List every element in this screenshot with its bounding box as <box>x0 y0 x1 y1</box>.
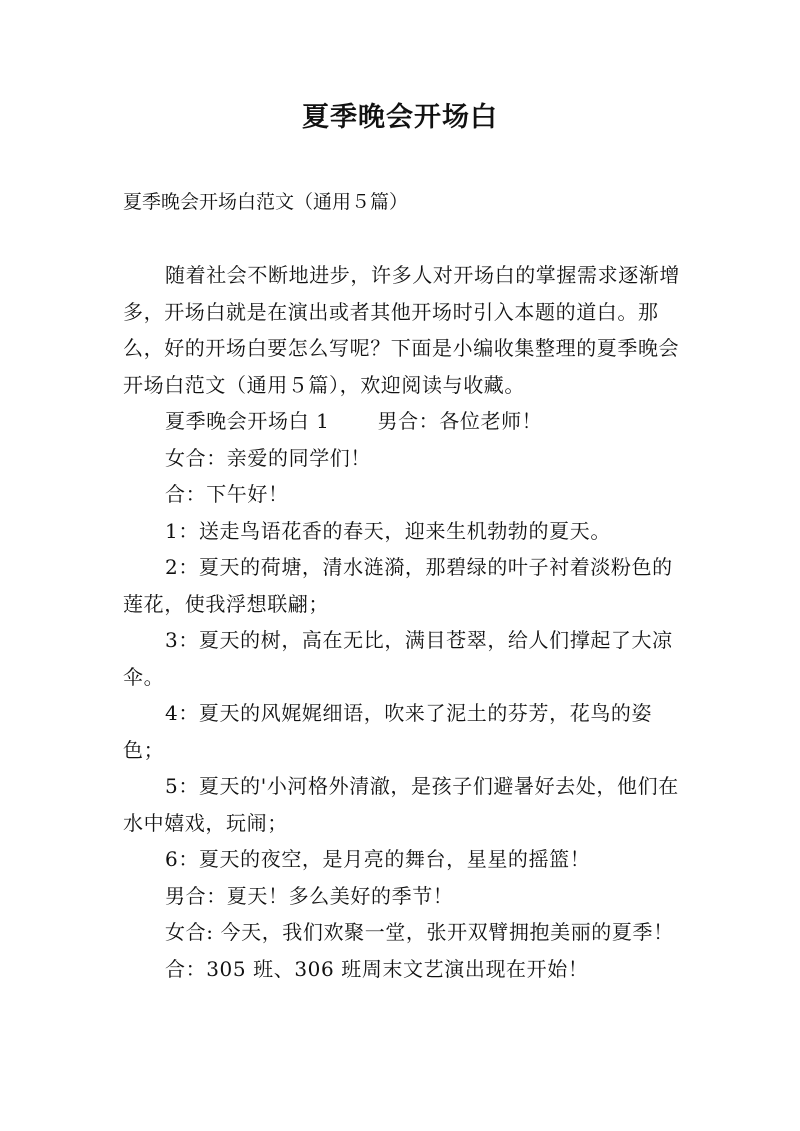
paragraph: 2：夏天的荷塘，清水涟漪，那碧绿的叶子衬着淡粉色的莲花，使我浮想联翩； <box>123 555 673 616</box>
paragraph: 5：夏天的'小河格外清澈，是孩子们避暑好去处，他们在水中嬉戏，玩闹； <box>123 774 679 835</box>
document-title: 夏季晚会开场白 <box>302 102 498 133</box>
document-body <box>123 257 683 987</box>
paragraph: 女合：亲爱的同学们！ <box>165 445 371 470</box>
paragraph: 4：夏天的风娓娓细语，吹来了泥土的芬芳，花鸟的姿色； <box>123 701 653 762</box>
section-heading: 夏季晚会开场白 1 <box>165 409 330 433</box>
paragraph: 合：下午好！ <box>165 482 289 506</box>
intro-paragraph: 随着社会不断地进步，许多人对开场白的掌握需求逐渐增多，开场白就是在演出或者其他开场时引入本题的道白。那么，好的开场白要怎么写呢？下面是小编收集整理的夏季晚会开场白范文（通用５篇），欢迎阅读与收藏。 <box>123 263 680 397</box>
paragraph: 男合：夏天！多么美好的季节！ <box>165 883 454 908</box>
paragraph: 6：夏天的夜空，是月亮的舞台，星星的摇篮！ <box>165 847 591 871</box>
paragraph: 1：送走鸟语花香的春天，迎来生机勃勃的夏天。 <box>165 518 611 543</box>
section-first-line: 男合：各位老师！ <box>377 409 543 433</box>
document-subtitle: 夏季晚会开场白范文（通用５篇） <box>123 191 409 213</box>
paragraph: 女合: 今天，我们欢聚一堂，张开双臂拥抱美丽的夏季！ <box>165 920 674 944</box>
section-heading-line <box>123 403 683 440</box>
paragraph: 合：305 班、306 班周末文艺演出现在开始！ <box>165 956 589 981</box>
paragraph: 3：夏天的树，高在无比，满目苍翠，给人们撑起了大凉伞。 <box>123 628 673 689</box>
